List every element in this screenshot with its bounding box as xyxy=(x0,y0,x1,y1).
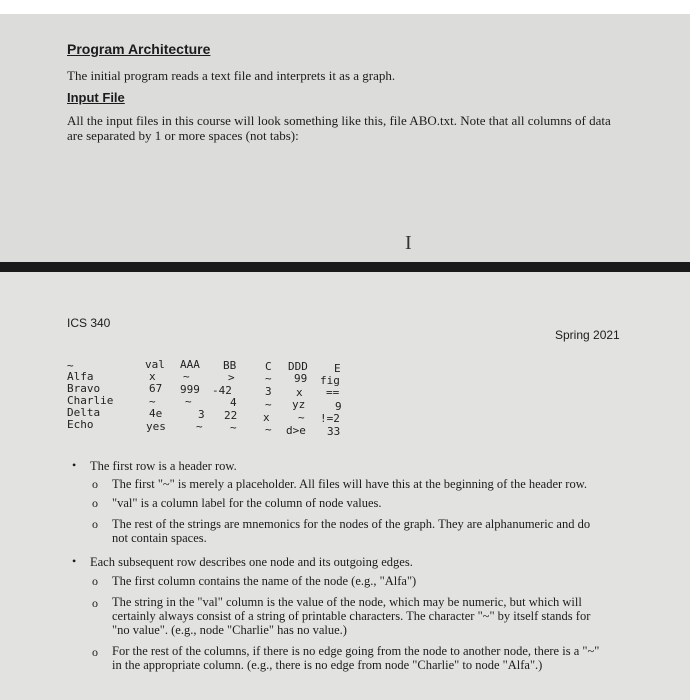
table-cell: 9 xyxy=(335,400,342,413)
bullet-text: The rest of the strings are mnemonics for the nodes of the graph. They are alphanumeric and do xyxy=(112,517,591,531)
bullet-text: "no value". (e.g., node "Charlie" has no value.) xyxy=(112,623,347,637)
table-cell: ~ xyxy=(265,372,272,385)
table-row-alfa-name: Alfa xyxy=(67,370,94,383)
bullet-text: not contain spaces. xyxy=(112,531,207,545)
table-cell: x xyxy=(149,370,156,383)
table-header-e: E xyxy=(334,362,341,375)
bullet-marker: • xyxy=(72,458,77,472)
bullet-text: The first column contains the name of the node (e.g., "Alfa") xyxy=(112,574,417,588)
bullet-text: "val" is a column label for the column of node values. xyxy=(112,496,382,510)
table-cell: 999 xyxy=(180,383,200,396)
table-cell: ~ xyxy=(183,370,190,383)
table-cell: d>e xyxy=(286,424,306,437)
text-cursor-icon: I xyxy=(405,232,412,254)
sub-bullet-marker: o xyxy=(92,645,98,659)
table-cell: 4 xyxy=(230,396,237,409)
course-label: ICS 340 xyxy=(67,316,111,330)
page-bottom xyxy=(0,272,690,700)
table-cell: == xyxy=(326,386,340,399)
page-gap xyxy=(0,262,690,272)
table-row-bravo-name: Bravo xyxy=(67,382,101,395)
intro-text: The initial program reads a text file and interprets it as a graph. xyxy=(67,68,396,83)
input-file-line-1: All the input files in this course will look something like this, file ABO.txt. Note that all columns of data xyxy=(67,113,611,128)
table-cell: 3 xyxy=(198,408,205,421)
sub-bullet-marker: o xyxy=(92,496,98,510)
table-cell: 3 xyxy=(265,385,272,398)
table-header-placeholder: ~ xyxy=(67,359,74,372)
sub-bullet-marker: o xyxy=(92,517,98,531)
bullet-text: certainly always consist of a string of printable characters. The character "~" by itself stands for xyxy=(112,609,591,623)
page-top-edge xyxy=(0,0,690,14)
table-cell: ~ xyxy=(230,421,237,434)
table-cell: 99 xyxy=(294,372,308,385)
bullet-text: The string in the "val" column is the value of the node, which may be numeric, but which will xyxy=(112,595,582,609)
table-row-delta-name: Delta xyxy=(67,406,101,419)
page-top xyxy=(0,0,690,262)
table-cell: > xyxy=(228,371,235,384)
sub-bullet-marker: o xyxy=(92,596,98,610)
sub-bullet-marker: o xyxy=(92,477,98,491)
table-cell: ~ xyxy=(265,398,272,411)
table-cell: yes xyxy=(146,420,166,433)
bullet-text: in the appropriate column. (e.g., there is no edge from node "Charlie" to node "Alfa".) xyxy=(112,658,543,672)
table-cell: 4e xyxy=(149,407,163,420)
bullet-text: The first row is a header row. xyxy=(90,459,237,473)
table-cell: ~ xyxy=(298,411,305,424)
table-cell: yz xyxy=(292,398,306,411)
table-header-bb: BB xyxy=(223,359,237,372)
table-cell: ~ xyxy=(149,395,156,408)
table-header-ddd: DDD xyxy=(288,360,308,373)
program-architecture-heading: Program Architecture xyxy=(67,41,211,57)
bullet-text: Each subsequent row describes one node and its outgoing edges. xyxy=(90,555,413,569)
table-cell: 67 xyxy=(149,382,163,395)
table-cell: 33 xyxy=(327,425,341,438)
table-cell: 22 xyxy=(224,409,238,422)
input-file-line-2: are separated by 1 or more spaces (not tabs): xyxy=(67,128,299,143)
table-cell: x xyxy=(296,386,303,399)
table-header-val: val xyxy=(145,358,165,371)
table-cell: ~ xyxy=(185,395,192,408)
table-cell: x xyxy=(263,411,270,424)
table-row-echo-name: Echo xyxy=(67,418,94,431)
table-header-aaa: AAA xyxy=(180,358,200,371)
bullet-text: The first "~" is merely a placeholder. All files will have this at the beginning of the header row. xyxy=(112,477,588,491)
term-label: Spring 2021 xyxy=(555,328,620,342)
table-row-charlie-name: Charlie xyxy=(67,394,114,407)
bullet-marker: • xyxy=(72,554,77,568)
table-cell: ~ xyxy=(265,423,272,436)
table-cell: -42 xyxy=(212,384,232,397)
sub-bullet-marker: o xyxy=(92,574,98,588)
input-file-heading: Input File xyxy=(67,90,125,105)
table-cell: ~ xyxy=(196,420,203,433)
table-header-c: C xyxy=(265,360,272,373)
bullet-text: For the rest of the columns, if there is no edge going from the node to another node, there is a "~" xyxy=(112,644,600,658)
table-cell: !=2 xyxy=(320,412,340,425)
table-cell: fig xyxy=(320,374,340,387)
